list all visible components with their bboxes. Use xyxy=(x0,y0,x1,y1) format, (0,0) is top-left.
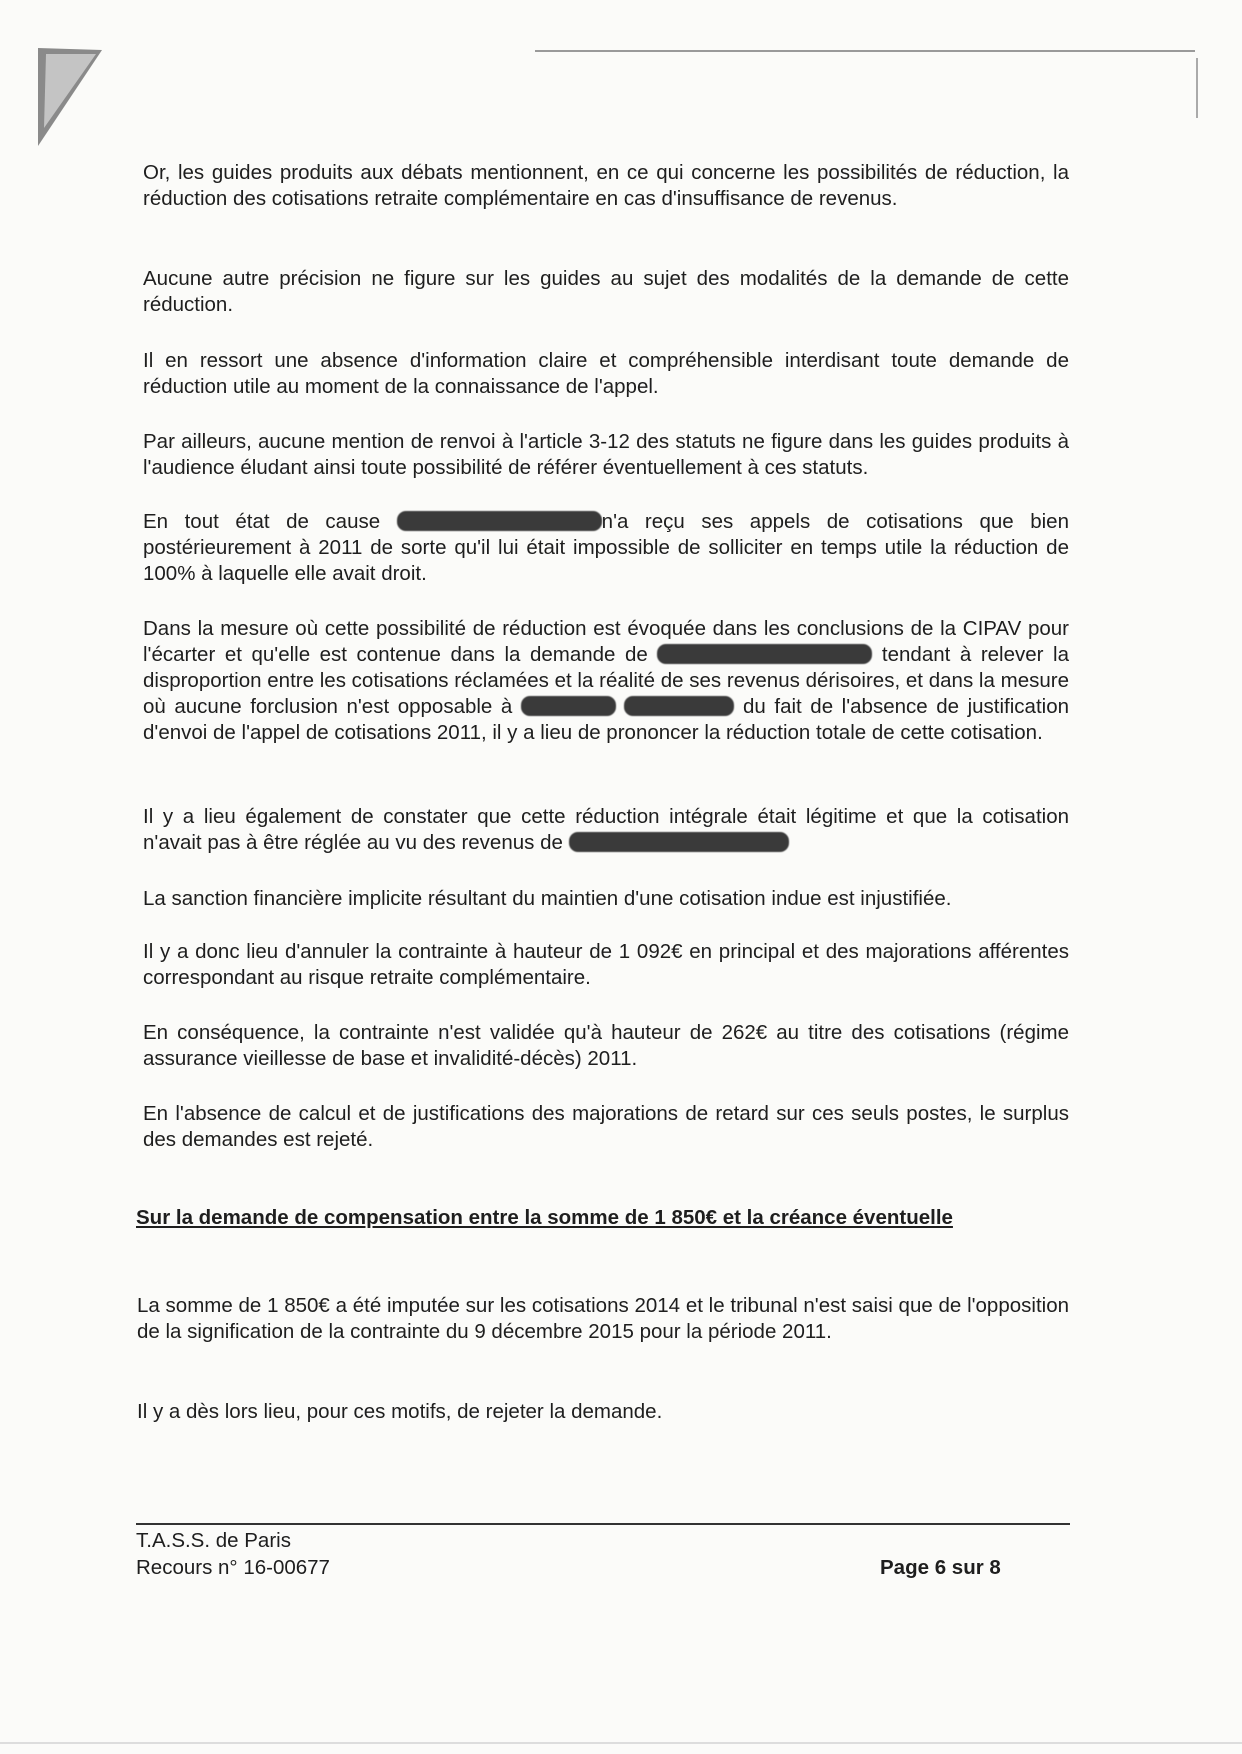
paragraph: Aucune autre précision ne figure sur les guides au sujet des modalités de la demande de cette réduction. xyxy=(143,267,1069,316)
paragraph xyxy=(143,616,1069,746)
paragraph: Il en ressort une absence d'information claire et compréhensible interdisant toute demande de réduction utile au moment de la connaissance de l'appel. xyxy=(143,349,1069,398)
paragraph xyxy=(143,804,1069,856)
footer-divider xyxy=(136,1523,1070,1525)
text: Il y a lieu également de constater que cette réduction intégrale était légitime et que la cotisation n'avait pas à être réglée au vu des revenus de xyxy=(143,805,1069,854)
scan-edge-line xyxy=(1196,58,1198,118)
redaction xyxy=(569,832,789,852)
page-number: Page 6 sur 8 xyxy=(880,1556,1001,1579)
scan-edge-line xyxy=(0,1742,1242,1744)
paragraph: Il y a donc lieu d'annuler la contrainte à hauteur de 1 092€ en principal et des majorations afférentes correspondant au risque retraite complémentaire. xyxy=(143,940,1069,989)
footer-case-number: Recours n° 16-00677 xyxy=(136,1556,330,1579)
paragraph: La sanction financière implicite résultant du maintien d'une cotisation indue est injustifiée. xyxy=(143,887,952,910)
paragraph: Par ailleurs, aucune mention de renvoi à l'article 3-12 des statuts ne figure dans les guides produits à l'audience éludant ainsi toute possibilité de référer éventuellement à ces statuts. xyxy=(143,430,1069,479)
footer-court: T.A.S.S. de Paris xyxy=(136,1529,291,1552)
text: du fait de l'absence de justification d'envoi de l'appel de cotisations 2011, il y a lieu de prononcer la réduction totale de cette cotisation. xyxy=(143,695,1069,744)
paragraph: En conséquence, la contrainte n'est validée qu'à hauteur de 262€ au titre des cotisations (régime assurance vieillesse de base et invalidité-décès) 2011. xyxy=(143,1021,1069,1070)
section-heading: Sur la demande de compensation entre la somme de 1 850€ et la créance éventuelle xyxy=(136,1206,953,1229)
text: En tout état de cause xyxy=(143,510,397,533)
text: tendant à relever la disproportion entre les cotisations réclamées et la réalité de ses revenus dérisoires, et dans la mesure où aucune forclusion n'est opposable à xyxy=(143,643,1069,718)
paragraph xyxy=(143,509,1069,587)
redaction xyxy=(657,644,872,664)
paragraph: Il y a dès lors lieu, pour ces motifs, de rejeter la demande. xyxy=(137,1400,663,1423)
redaction xyxy=(521,696,616,716)
text: n'a reçu ses appels de cotisations que bien postérieurement à 2011 de sorte qu'il lui était impossible de solliciter en temps utile la réduction de 100% à laquelle elle avait droit. xyxy=(143,510,1069,585)
paragraph: Or, les guides produits aux débats mentionnent, en ce qui concerne les possibilités de réduction, la réduction des cotisations retraite complémentaire en cas d'insuffisance de revenus. xyxy=(143,161,1069,210)
scan-edge-line xyxy=(535,50,1195,52)
text: Dans la mesure où cette possibilité de réduction est évoquée dans les conclusions de la CIPAV pour l'écarter et qu'elle est contenue dans la demande de xyxy=(143,617,1069,666)
redaction xyxy=(397,511,602,531)
paragraph: La somme de 1 850€ a été imputée sur les cotisations 2014 et le tribunal n'est saisi que de l'opposition de la signification de la contrainte du 9 décembre 2015 pour la période 2011. xyxy=(137,1294,1069,1343)
redaction xyxy=(624,696,734,716)
page-fold-mark xyxy=(38,48,104,148)
paragraph: En l'absence de calcul et de justifications des majorations de retard sur ces seuls postes, le surplus des demandes est rejeté. xyxy=(143,1102,1069,1151)
